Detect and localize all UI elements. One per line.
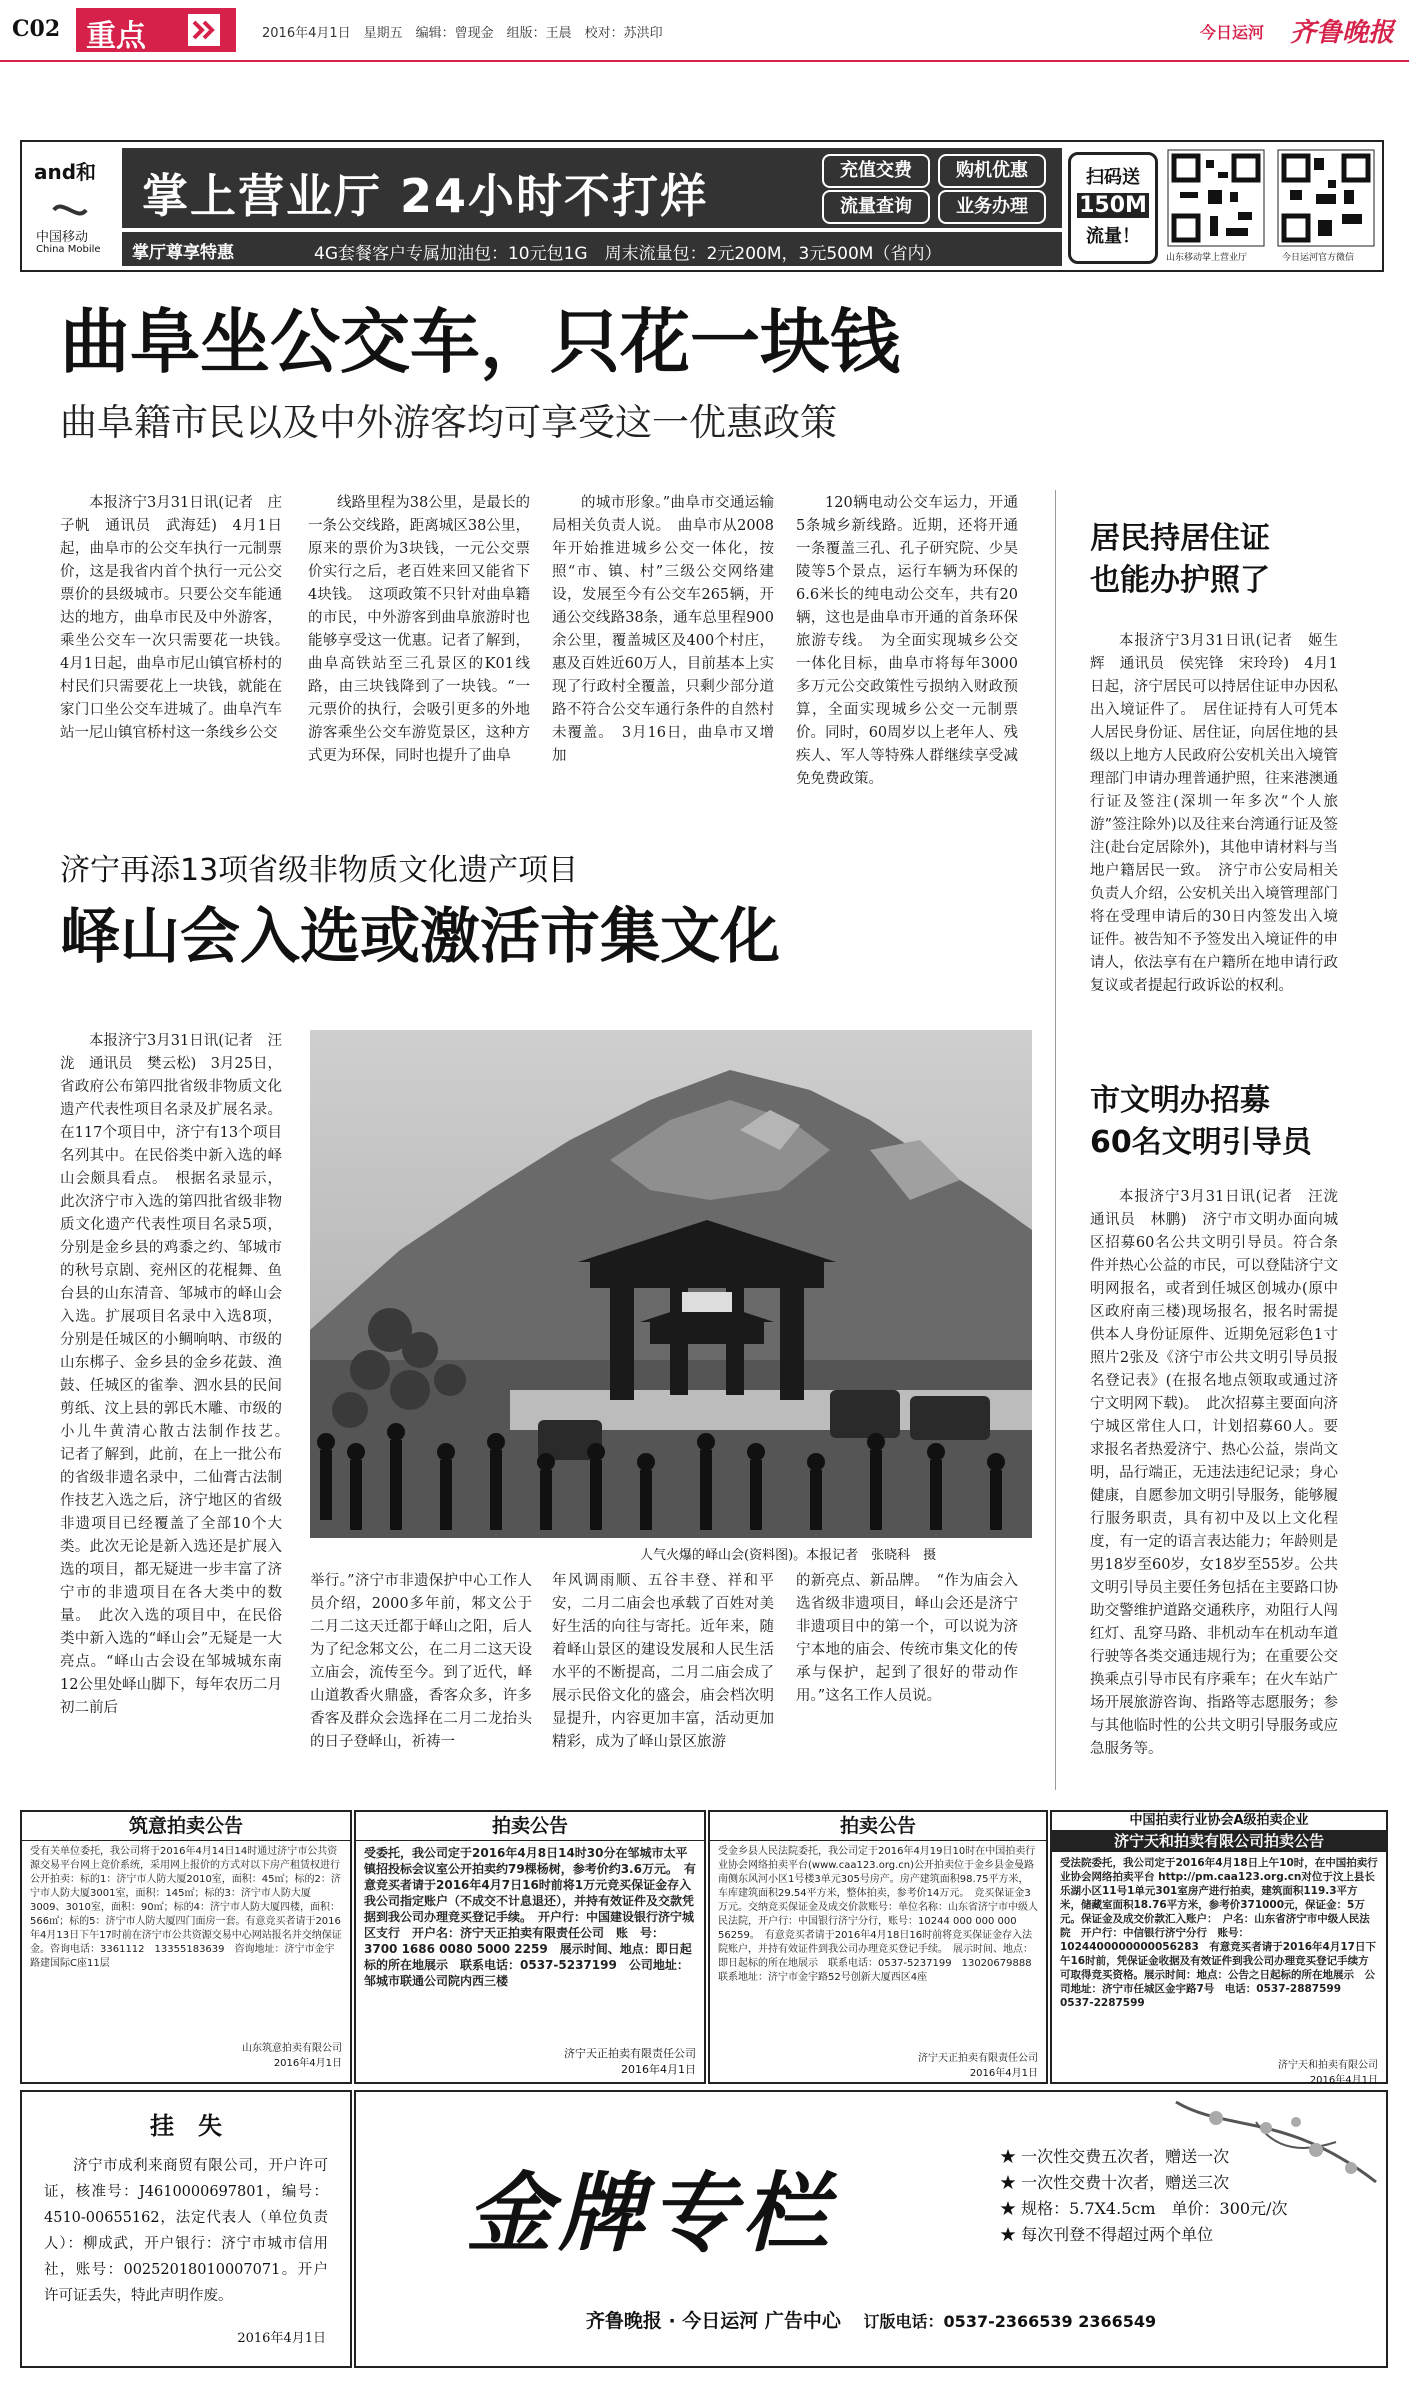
header-right-label: 今日运河 [1200, 23, 1265, 42]
banner-title: 掌上营业厅 24小时不打烊 [142, 169, 709, 223]
auction-notice-zhuyi [20, 1810, 352, 2084]
double-chevron-icon [188, 14, 220, 46]
bullet-text: 每次刊登不得超过两个单位 [1021, 2225, 1214, 2244]
story2-column [796, 1570, 1018, 1782]
banner-tag [822, 190, 930, 224]
notice-date: 2016年4月1日 [273, 2058, 342, 2069]
ad-center: 齐鲁晚报 · 今日运河 广告中心 [585, 2310, 841, 2332]
star-icon: ★ [1000, 2147, 1022, 2166]
section-tag [76, 8, 236, 52]
brand-logo: 齐鲁晚报 [1290, 18, 1395, 48]
yishan-fair-photo [310, 1030, 1032, 1538]
page-header [0, 0, 1409, 60]
banner-tag [938, 190, 1046, 224]
notice-date: 2016年4月1日 [1309, 2075, 1378, 2086]
story2-headline: 峄山会入选或激活市集文化 [60, 902, 780, 972]
notice-sign: 济宁天正拍卖有限责任公司 [564, 2047, 696, 2060]
notice-body [710, 1841, 1046, 2049]
notice-body [356, 1841, 704, 2045]
gold-bullets [1000, 2144, 1287, 2248]
notice-title: 济宁天和拍卖有限公司拍卖公告 [1052, 1830, 1386, 1852]
article-text: 本报济宁3月31日讯(记者 庄子帆 通讯员 武海廷) 4月1日起，曲阜市的公交车执行一元制票价，这是我省内首个执行一元公交票价的县级城市。只要公交车能通达的地方，曲阜市民及中外游客，乘坐公交车一次只需要花一块钱。 4月1日起，曲阜市尼山镇官桥村的村民们只需要花上一块钱，就能在家门口坐公交车进城了。曲阜汽车站一尼山镇官桥村这一条线乡公交 [60, 495, 297, 741]
scan-line: 扫码送 [1086, 167, 1140, 188]
story2-column [310, 1570, 532, 1782]
ad-phone: 订版电话：0537-2366539 2366549 [863, 2312, 1157, 2331]
scan-line: 150M [1077, 193, 1149, 218]
logo-cn: 中国移动 [36, 230, 89, 245]
bullet-item [1000, 2222, 1287, 2248]
article-text: 年风调雨顺、五谷丰登、祥和平安，二月二庙会也承载了百姓对美好生活的向往与寄托。近年来，随着峄山景区的建设发展和人民生活水平的不断提高，二月二庙会成了展示民俗文化的盛会，庙会档次明显提升，内容更加丰富，活动更加精彩，成为了峄山景区旅游 [552, 1573, 774, 1750]
notice-date: 2016年4月1日 [969, 2068, 1038, 2079]
auction-notice-tianzheng-2 [708, 1810, 1048, 2084]
mobile-swirl-icon [50, 198, 90, 226]
headline-line: 居民持居住证 [1090, 521, 1270, 556]
headline-line: 60名文明引导员 [1090, 1125, 1312, 1160]
lost-date: 2016年4月1日 [237, 2331, 326, 2346]
lost-title: 挂 失 [150, 2112, 222, 2140]
notice-sign: 山东筑意拍卖有限公司 [242, 2043, 342, 2054]
notice-text: 受有关单位委托，我公司将于2016年4月14日14时通过济宁市公共资源交易平台网上竞价系统，采用网上报价的方式对以下房产租赁权进行公开拍卖：标的1：济宁市人防大厦2010室，面积：45㎡；标的2：济宁市人防大厦3001室，面积：145㎡；标的3：济宁市人防大厦3009、3010室，面积：90㎡；标的4：济宁市人防大厦四楼，面积：566㎡；标的5：济宁市人防大厦四门面房一套。有意竞买者请于2016年4月13日下午17时前在济宁市公共资源交易中心网站报名并交纳保证金。咨询电话：3361112 13355183639 咨询地址：济宁市金宇路建国际C座11层 [30, 1846, 342, 1969]
banner-tag [938, 154, 1046, 188]
header-meta: 2016年4月1日 星期五 编辑：曾现金 组版：王晨 校对：苏洪印 [262, 26, 663, 41]
tag-label: 充值交费 [840, 160, 912, 181]
qr1-caption: 山东移动掌上营业厅 [1166, 253, 1248, 263]
headline-line: 也能办护照了 [1090, 563, 1270, 598]
notice-title: 筑意拍卖公告 [22, 1812, 350, 1841]
banner-strip [122, 232, 1062, 266]
scan-offer [1068, 152, 1158, 264]
header-rule [0, 60, 1409, 62]
bullet-item [1000, 2170, 1287, 2196]
article-text: 本报济宁3月31日讯(记者 汪泷 通讯员 樊云松) 3月25日，省政府公布第四批省级非物质文化遗产代表性项目名录及扩展名录。在117个项目中，济宁有13个项目名列其中。在民俗类中新入选的峄山会颇具看点。 根据名录显示，此次济宁市入选的第四批省级非物质文化遗产代表性项目名录5项，分别是金乡县的鸡黍之约、邹城市的秋号京剧、兖州区的花棍舞、鱼台县的山东清音、邹城市的峄山会入选。扩展项目名录中入选8项，分别是任城区的小鲷响呐、市级的山东梆子、金乡县的金乡花鼓、渔鼓、任城区的雀拳、泗水县的民间剪纸、汶上县的郭氏木雕、市级的小儿牛黄清心散古法制作技艺。 记者了解到，此前，在上一批公布的省级非遗名录中，二仙膏古法制作技艺入选之后，济宁地区的省级非遗项目已经覆盖了全部10个大类。此次无论是新入选还是扩展入选的项目，都无疑进一步丰富了济宁市的非遗项目在各大类中的数量。 此次入选的项目中，在民俗类中新入选的“峄山会”无疑是一大亮点。“峄山古会设在邹城城东南12公里处峄山脚下，每年农历二月初二前后 [60, 1033, 297, 1716]
notice-title-top: 中国拍卖行业协会A级拍卖企业 [1129, 1813, 1309, 1828]
lost-notice [20, 2090, 352, 2368]
story2-column [552, 1570, 774, 1782]
scan-line: 流量！ [1086, 226, 1140, 247]
gold-title: 金牌专栏 [466, 2163, 834, 2264]
logo-sub: and和 [34, 160, 97, 184]
story1-headline: 曲阜坐公交车，只花一块钱 [60, 301, 900, 383]
article-text: 的新亮点、新品牌。 “作为庙会入选省级非遗项目，峄山会还是济宁非遗项目中的第一个，可以说为济宁本地的庙会、传统市集文化的传承与保护，起到了很好的带动作用。”这名工作人员说。 [796, 1573, 1018, 1704]
bullet-text: 一次性交费五次者，赠送一次 [1021, 2147, 1230, 2166]
bullet-item [1000, 2144, 1287, 2170]
story1-subhead: 曲阜籍市民以及中外游客均可享受这一优惠政策 [60, 401, 837, 444]
notice-text: 受法院委托，我公司定于2016年4月18日上午10时，在中国拍卖行业协会网络拍卖平台 http://pm.caa123.org.cn对位于汶上县长乐湖小区11号1单元301室房产进行拍卖，建筑面积119.3平方米，储藏室面积18.76平方米，参考价371000元，保证金：5万元。保证金及成交价款汇入账户： 户名：山东省济宁市中级人民法院 开户行：中信银行济宁分行 账号：1024400000000056283 有意竞买者请于2016年4月17日下午16时前，凭保证金收据及有效证件到我公司办理竞买登记手续方可取得竞买资格。展示时间：地点：公告之日起标的所在地展示 公司地址：济宁市任城区金宇路7号 电话：0537-2887599 0537-2287599 [1060, 1857, 1378, 2009]
story2-column [60, 1030, 297, 1782]
notice-sign: 济宁天和拍卖有限公司 [1278, 2060, 1378, 2071]
tag-label: 流量查询 [840, 196, 912, 217]
story2-kicker: 济宁再添13项省级非物质文化遗产项目 [60, 853, 579, 888]
auction-notice-tianzheng-1 [354, 1810, 706, 2084]
bullet-text: 一次性交费十次者，赠送三次 [1021, 2173, 1230, 2192]
qr-code-icon [1278, 150, 1374, 246]
logo-en: China Mobile [36, 244, 101, 255]
lost-text: 济宁市成利来商贸有限公司，开户许可证，核准号：J4610000697801，编号：4510-00655162，法定代表人（单位负责人）：柳成武，开户银行：济宁市城市信用社，账号：00252018010007071。开户许可证丢失，特此声明作废。 [44, 2158, 328, 2304]
notice-body [22, 1841, 350, 2039]
notice-text: 受委托，我公司定于2016年4月8日14时30分在邹城市太平镇招投标会议室公开拍卖约79棵杨树，参考价约3.6万元。 有意竞买者请于2016年4月7日16时前将1万元竞买保证金存入我公司指定账户（不成交不计息退还），并持有效证件及交款凭据到我公司办理竞买登记手续。 开户行：中国建设银行济宁城区支行 开户名：济宁天正拍卖有限责任公司 账 号：3700 1686 0080 5000 2259 展示时间、地点：即日起标的所在地展示 联系电话：0537-5237199 公司地址：邹城市联通公司院内西三楼 [364, 1846, 696, 1988]
article-text: 举行。”济宁市非遗保护中心工作人员介绍，2000多年前，邾文公于二月二这天迁都于峄山之阳，后人为了纪念邾文公，在二月二这天设立庙会，流传至今。到了近代，峄山道教香火鼎盛，香客众多，许多香客及群众会选择在二月二龙抬头的日子登峄山，祈祷一 [310, 1573, 532, 1750]
article-text: 本报济宁3月31日讯(记者 汪泷 通讯员 林鹏) 济宁市文明办面向城区招募60名公共文明引导员。符合条件并热心公益的市民，可以登陆济宁文明网报名，或者到任城区创城办(原中区政府南三楼)现场报名，报名时需提供本人身份证原件、近期免冠彩色1寸照片2张及《济宁市公共文明引导员报名登记表》(在报名地点领取或通过济宁文明网下载)。 此次招募主要面向济宁城区常住人口，计划招募60人。要求报名者热爱济宁、热心公益，崇尚文明，品行端正，无违法违纪记录；身心健康，自愿参加文明引导服务，能够履行服务职责，具有初中及以上文化程度，有一定的语言表达能力；年龄则是男18岁至60岁，女18岁至55岁。公共文明引导员主要任务包括在主要路口协助交警维护道路交通秩序，劝阻行人闯红灯、乱穿马路、非机动车在机动车道行驶等各类交通违规行为；在重要公交换乘点引导市民有序乘车；在火车站广场开展旅游咨询、指路等志愿服务；参与其他临时性的公共文明引导服务或应急服务等。 [1090, 1189, 1353, 1757]
banner-main [122, 148, 1062, 228]
star-icon: ★ [1000, 2225, 1022, 2244]
notice-title: 拍卖公告 [710, 1812, 1046, 1841]
strip-label: 掌厅尊享特惠 [132, 243, 234, 263]
page-number: C02 [12, 16, 61, 42]
article-text: 的城市形象。”曲阜市交通运输局相关负责人说。 曲阜市从2008年开始推进城乡公交一体化，按照“市、镇、村”三级公交网络建设，发展至今有公交车265辆，开通公交线路38条，通车总里程900余公里，覆盖城区及400个村庄，惠及百姓近60万人，目前基本上实现了行政村全覆盖，只剩少部分道路不符合公交车通行条件的自然村未覆盖。 3月16日，曲阜市又增加 [552, 495, 774, 764]
qr-code-icon [1168, 150, 1264, 246]
side1-body [1090, 630, 1338, 1038]
article-text: 120辆电动公交车运力，开通5条城乡新线路。近期，还将开通一条覆盖三孔、孔子研究院、少昊陵等5个景点，运行车辆为环保的6.6米长的纯电动公交车，共有20辆，这也是曲阜市开通的首条环保旅游专线。 为全面实现城乡公交一体化目标，曲阜市将每年3000多万元公交政策性亏损纳入财政预算，全面实现城乡公交一元制票价。同时，60周岁以上老年人、残疾人、军人等特殊人群继续享受减免免费政策。 [796, 495, 1018, 787]
gold-footer [376, 2306, 1366, 2333]
china-mobile-logo [30, 150, 120, 262]
side2-body [1090, 1186, 1353, 1782]
side2-headline [1090, 1080, 1312, 1164]
story1-column [552, 492, 774, 782]
notice-title: 拍卖公告 [356, 1812, 704, 1841]
bullet-item [1000, 2196, 1287, 2222]
qr2-caption: 今日运河官方微信 [1282, 253, 1355, 263]
notice-sign: 济宁天正拍卖有限责任公司 [918, 2053, 1038, 2064]
strip-text: 4G套餐客户专属加油包：10元包1G 周末流量包：2元200M，3元500M（省内） [314, 244, 942, 264]
banner-tag [822, 154, 930, 188]
column-divider [1055, 490, 1056, 1790]
gold-column-ad [354, 2090, 1388, 2368]
section-label: 重点 [86, 19, 146, 54]
notice-date: 2016年4月1日 [621, 2063, 696, 2076]
bullet-text: 规格：5.7X4.5cm 单价：300元/次 [1021, 2199, 1288, 2218]
headline-line: 市文明办招募 [1090, 1083, 1270, 1118]
star-icon: ★ [1000, 2173, 1022, 2192]
tag-label: 购机优惠 [956, 160, 1028, 181]
article-text: 本报济宁3月31日讯(记者 姬生辉 通讯员 侯宪锋 宋玲玲) 4月1日起，济宁居民可以持居住证申办因私出入境证件了。 居住证持有人可凭本人居民身份证、居住证，向居住地的县级以上地方人民政府公安机关出入境管理部门申请办理普通护照，往来港澳通行证及签注(深圳一年多次“个人旅游”签注除外)以及往来台湾通行证及签注(赴台定居除外)，其他申请材料与当地户籍居民一致。 济宁市公安局相关负责人介绍，公安机关出入境管理部门将在受理申请后的30日内签发出入境证件。被告知不予签发出入境证件的申请人，依法享有在户籍所在地申请行政复议或者提起行政诉讼的权利。 [1090, 633, 1338, 994]
auction-notice-tianhe [1050, 1810, 1388, 2084]
article-text: 线路里程为38公里，是最长的一条公交线路，距离城区38公里，原来的票价为3块钱，一元公交票价实行之后，老百姓来回又能省下4块钱。 这项政策不只针对曲阜籍的市民，中外游客到曲阜旅游时也能够享受这一优惠。记者了解到，曲阜高铁站至三孔景区的K01线路，由三块钱降到了一块钱。“一元票价的执行，会吸引更多的外地游客乘坐公交车游览景区，这种方式更为环保，同时也提升了曲阜 [308, 495, 530, 764]
lost-body [22, 2141, 350, 2313]
story1-column [308, 492, 530, 782]
notice-text: 受金乡县人民法院委托，我公司定于2016年4月19日10时在中国拍卖行业协会网络拍卖平台(www.caa123.org.cn)公开拍卖位于金乡县金曼路南侧东风河小区1号楼3单元305号房产。房产建筑面积98.75平方米，车库建筑面积29.54平方米，整体拍卖，参考价14万元。 竞买保证金3万元。交纳竞买保证金及成交价款账号：单位名称：山东省济宁市中级人民法院，开户行：中国银行济宁分行，账号：10244 000 000 000 56259。 有意竞买者请于2016年4月18日16时前将竞买保证金存入法院账户，并持有效证件到我公司办理竞买登记手续。 展示时间、地点：即日起标的所在地展示 联系电话：0537-5237199 13020679888 联系地址：济宁市金宇路52号创新大厦西区4座 [718, 1846, 1042, 1983]
side1-headline [1090, 518, 1270, 602]
story1-column [60, 492, 297, 782]
mobile-banner-ad [20, 140, 1384, 272]
story1-column [796, 492, 1018, 787]
tag-label: 业务办理 [956, 196, 1028, 217]
notice-body [1052, 1852, 1386, 2056]
star-icon: ★ [1000, 2199, 1022, 2218]
photo-caption: 人气火爆的峄山会(资料图)。本报记者 张晓科 摄 [640, 1548, 937, 1563]
